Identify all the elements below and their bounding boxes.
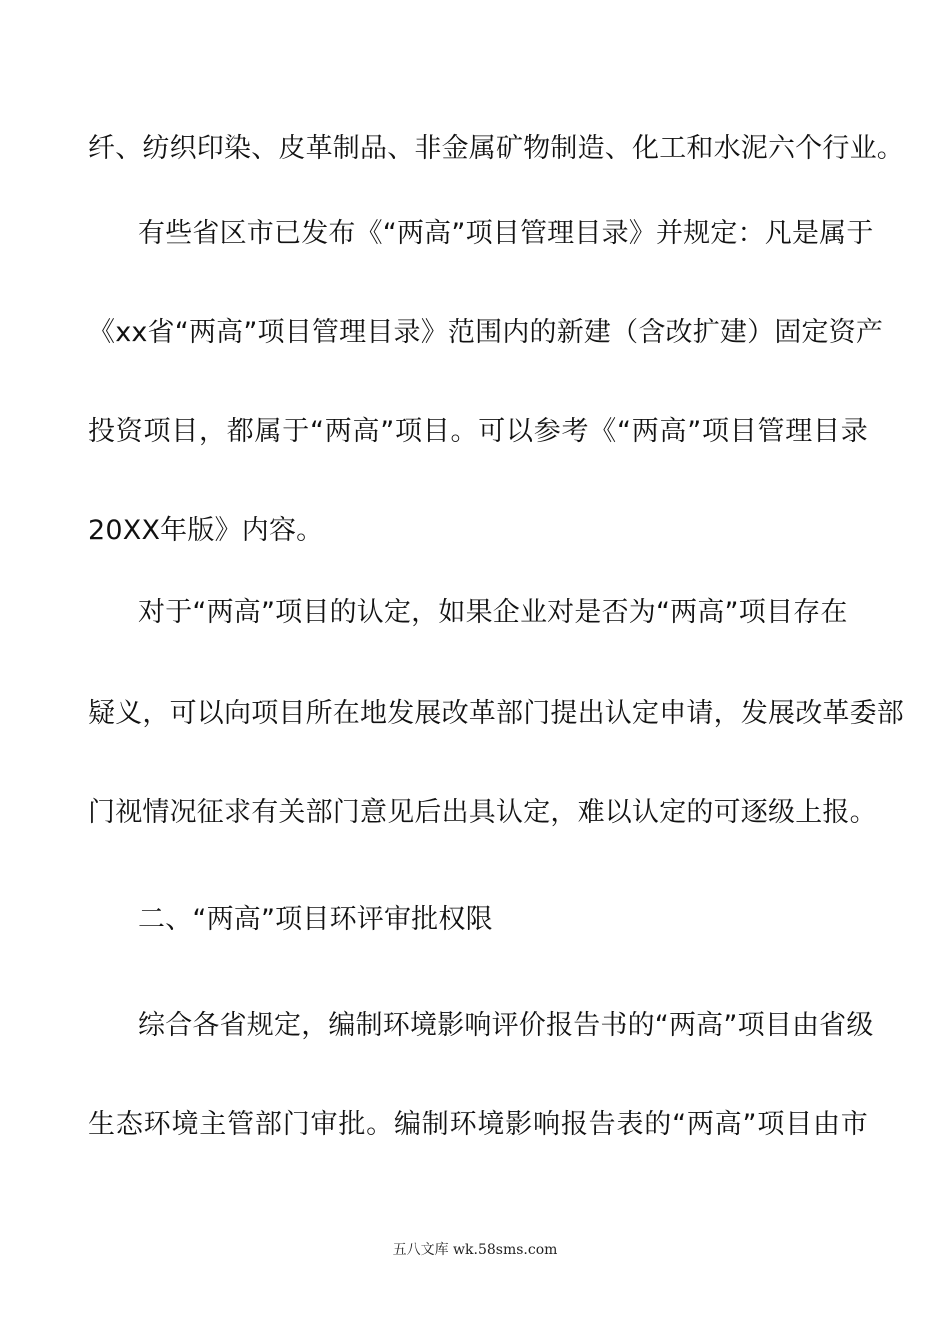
paragraph-line: 对于“两高”项目的认定，如果企业对是否为“两高”项目存在	[138, 597, 848, 628]
paragraph-line: 疑义，可以向项目所在地发展改革部门提出认定申请，发展改革委部	[88, 698, 904, 729]
paragraph-line: 有些省区市已发布《“两高”项目管理目录》并规定：凡是属于	[138, 218, 874, 249]
paragraph-line: 门视情况征求有关部门意见后出具认定，难以认定的可逐级上报。	[88, 797, 877, 828]
paragraph-line: 生态环境主管部门审批。编制环境影响报告表的“两高”项目由市	[88, 1109, 868, 1140]
paragraph-line: 20XX年版》内容。	[88, 515, 324, 546]
paragraph-line: 综合各省规定，编制环境影响评价报告书的“两高”项目由省级	[138, 1010, 874, 1041]
section-heading: 二、“两高”项目环评审批权限	[138, 904, 493, 935]
paragraph-line: 《xx省“两高”项目管理目录》范围内的新建（含改扩建）固定资产	[88, 317, 884, 348]
paragraph-line: 纤、纺织印染、皮革制品、非金属矿物制造、化工和水泥六个行业。	[88, 133, 904, 164]
footer-watermark: 五八文库 wk.58sms.com	[392, 1242, 558, 1258]
paragraph-line: 投资项目，都属于“两高”项目。可以参考《“两高”项目管理目录	[88, 416, 868, 447]
